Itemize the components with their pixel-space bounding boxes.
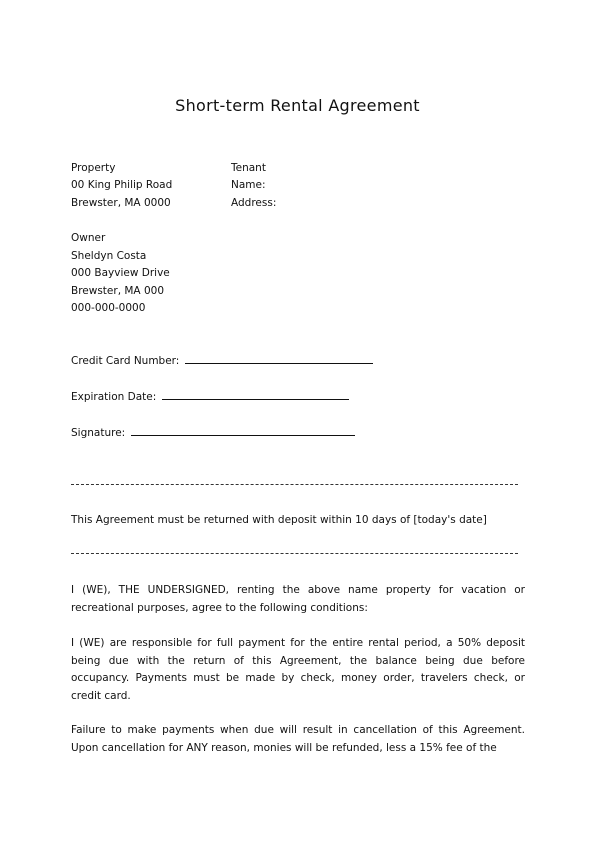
owner-address-line2: Brewster, MA 000 — [71, 285, 164, 297]
expiration-date-field[interactable] — [71, 391, 349, 403]
credit-card-field[interactable] — [71, 355, 373, 367]
tenant-address-label: Address: — [231, 197, 277, 209]
owner-heading: Owner — [71, 232, 106, 244]
return-notice: This Agreement must be returned with deposit within 10 days of [today's date] — [71, 514, 487, 526]
owner-address-line1: 000 Bayview Drive — [71, 267, 170, 279]
signature-blank[interactable] — [131, 427, 355, 436]
tenant-name-label: Name: — [231, 179, 266, 191]
owner-phone: 000-000-0000 — [71, 302, 146, 314]
expiration-date-label: Expiration Date: — [71, 391, 157, 403]
signature-field[interactable] — [71, 427, 355, 439]
owner-name: Sheldyn Costa — [71, 250, 147, 262]
signature-label: Signature: — [71, 427, 126, 439]
cancellation-paragraph: Failure to make payments when due will result in cancellation of this Agreement. Upon cancellation for ANY reason, monies will be refunded, less a 15% fee of the — [71, 724, 525, 754]
credit-card-blank[interactable] — [185, 355, 373, 364]
property-address-line1: 00 King Philip Road — [71, 179, 173, 191]
conditions-intro-paragraph: I (WE), THE UNDERSIGNED, renting the above name property for vacation or recreational purposes, agree to the following conditions: — [71, 584, 525, 614]
dashed-divider-top — [71, 484, 518, 485]
dashed-divider-bottom — [71, 553, 518, 554]
credit-card-label: Credit Card Number: — [71, 355, 180, 367]
tenant-heading: Tenant — [231, 162, 266, 174]
expiration-date-blank[interactable] — [162, 391, 349, 400]
payment-terms-paragraph: I (WE) are responsible for full payment for the entire rental period, a 50% deposit being due with the return of this Agreement, the balance being due before occupancy. Payments must be made by check, money order, travelers check, or credit card. — [71, 637, 525, 702]
document-title: Short-term Rental Agreement — [175, 96, 420, 115]
property-heading: Property — [71, 162, 116, 174]
property-address-line2: Brewster, MA 0000 — [71, 197, 171, 209]
